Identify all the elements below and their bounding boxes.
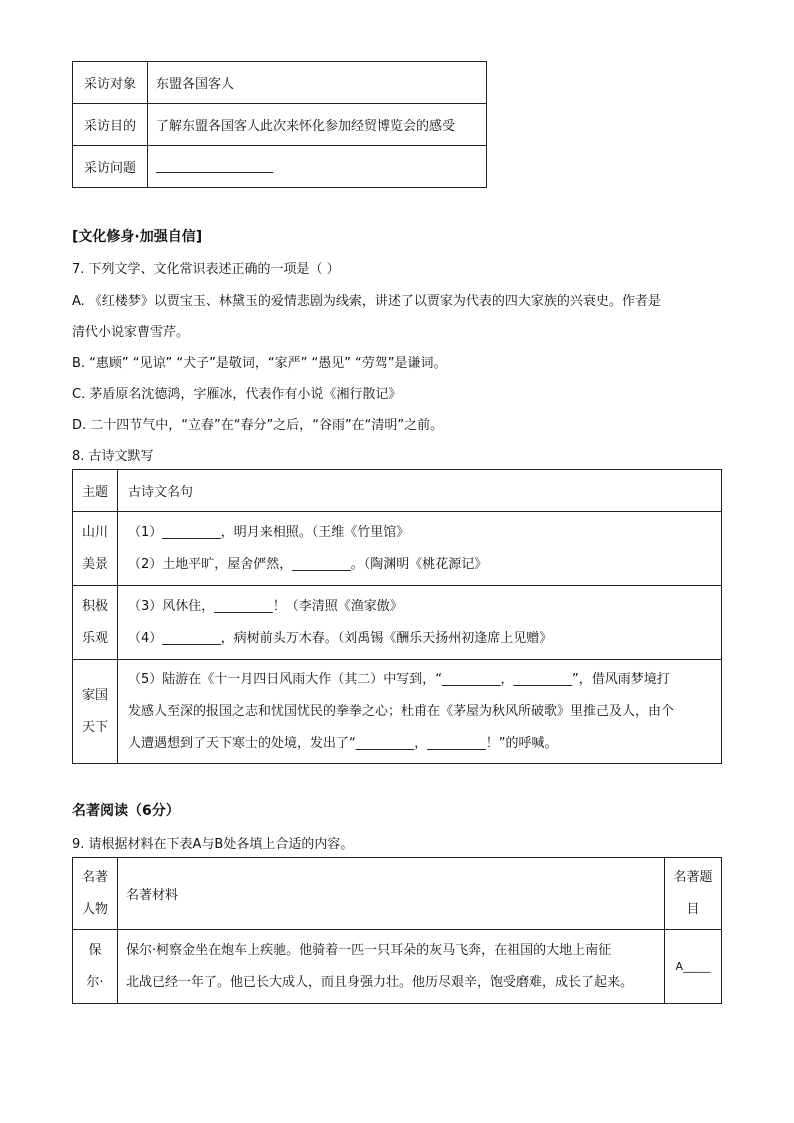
poetry-header-theme-text: 主题 [81, 485, 108, 500]
poetry-lines-cell [118, 586, 722, 660]
classics-header-material-text: 名著材料 [126, 888, 179, 903]
theme-text: 乐观 [81, 630, 108, 646]
interview-label-cell [73, 146, 148, 188]
interview-value-cell [148, 146, 487, 188]
theme-text: 家国 [81, 687, 108, 703]
classics-answer-cell[interactable] [665, 930, 722, 1004]
classics-header-person-1: 名著 [81, 869, 108, 885]
interview-value-cell [148, 62, 487, 104]
classics-answer-a-blank[interactable]: A_____ [675, 960, 711, 973]
classics-header-title-2: 目 [686, 901, 700, 917]
classics-table [72, 857, 722, 1004]
interview-value-object: 东盟各国客人 [156, 77, 235, 92]
classics-header-person [73, 858, 118, 930]
classics-person-2: 尔· [86, 974, 104, 990]
classics-person-cell [73, 930, 118, 1004]
interview-table [72, 61, 487, 188]
poetry-lines-cell [118, 660, 722, 764]
poetry-line-2[interactable]: （2）土地平旷，屋舍俨然，_________。（陶渊明《桃花源记》 [128, 556, 488, 572]
interview-value-purpose: 了解东盟各国客人此次来怀化参加经贸博览会的感受 [156, 119, 456, 134]
interview-label-question: 采访问题 [83, 161, 136, 176]
classics-person-1: 保 [88, 942, 102, 958]
poetry-line-1[interactable]: （1）_________，明月来相照。（王维《竹里馆》 [128, 524, 410, 540]
question-7-option-a: A. 《红楼梦》以贾宝玉、林黛玉的爱情悲剧为线索，讲述了以贾家为代表的四大家族的兴衰史。作者是 [72, 294, 661, 309]
interview-label-cell [73, 104, 148, 146]
poetry-line-5-cont: 发感人至深的报国之志和忧国忧民的拳拳之心；杜甫在《茅屋为秋风所破歌》里推己及人，由个 [128, 703, 675, 719]
question-7-stem: 7. 下列文学、文化常识表述正确的一项是（ ） [72, 262, 340, 277]
question-7-option-c: C. 茅盾原名沈德鸿，字雁冰，代表作有小说《湘行散记》 [72, 387, 402, 402]
poetry-theme-cell [73, 586, 118, 660]
poetry-theme-cell [73, 660, 118, 764]
section-heading-culture: [文化修身·加强自信] [72, 229, 203, 245]
question-8-stem: 8. 古诗文默写 [72, 449, 154, 464]
question-7-option-b: B. “惠顾” “见谅” “犬子”是敬词，“家严” “愚见” “劳驾”是谦词。 [72, 356, 447, 371]
question-7-option-a-cont: 清代小说家曹雪芹。 [72, 325, 190, 340]
interview-label-object: 采访对象 [83, 77, 136, 92]
section-heading-classics: 名著阅读（6分） [72, 803, 180, 819]
question-7-option-d: D. 二十四节气中，“立春”在“春分”之后，“谷雨”在“清明”之前。 [72, 418, 444, 433]
question-9-stem: 9. 请根据材料在下表A与B处各填上合适的内容。 [72, 837, 354, 852]
interview-value-cell [148, 104, 487, 146]
poetry-table [72, 469, 722, 764]
poetry-lines-cell [118, 512, 722, 586]
classics-material-line-2: 北战已经一年了。他已长大成人，而且身强力壮。他历尽艰辛，饱受磨难，成长了起来。 [126, 974, 634, 990]
theme-text: 积极 [81, 598, 108, 614]
classics-material-cell [118, 930, 665, 1004]
classics-header-title-1: 名著题 [673, 869, 713, 885]
theme-text: 山川 [81, 524, 108, 540]
poetry-line-5-end[interactable]: 人遭遇想到了天下寒士的处境，发出了“_________，_________！”的呼喊。 [128, 735, 558, 751]
theme-text: 天下 [81, 719, 108, 735]
poetry-header-content [118, 470, 722, 512]
poetry-header-theme [73, 470, 118, 512]
poetry-line-4[interactable]: （4）_________，病树前头万木春。（刘禹锡《酬乐天扬州初逢席上见赠》 [128, 630, 553, 646]
theme-text: 美景 [81, 556, 108, 572]
poetry-line-5[interactable]: （5）陆游在《十一月四日风雨大作（其二）中写到，“_________，_________”，借风雨梦境打 [128, 671, 670, 687]
interview-label-cell [73, 62, 148, 104]
interview-question-blank[interactable]: __________________ [156, 159, 273, 174]
classics-header-person-2: 人物 [81, 901, 108, 917]
interview-label-purpose: 采访目的 [83, 119, 136, 134]
poetry-line-3[interactable]: （3）风休住，_________！（李清照《渔家傲》 [128, 598, 403, 614]
classics-material-line-1: 保尔·柯察金坐在炮车上疾驰。他骑着一匹一只耳朵的灰马飞奔，在祖国的大地上南征 [126, 942, 612, 958]
poetry-theme-cell [73, 512, 118, 586]
classics-header-material [118, 858, 665, 930]
classics-header-title [665, 858, 722, 930]
poetry-header-content-text: 古诗文名句 [128, 485, 194, 500]
